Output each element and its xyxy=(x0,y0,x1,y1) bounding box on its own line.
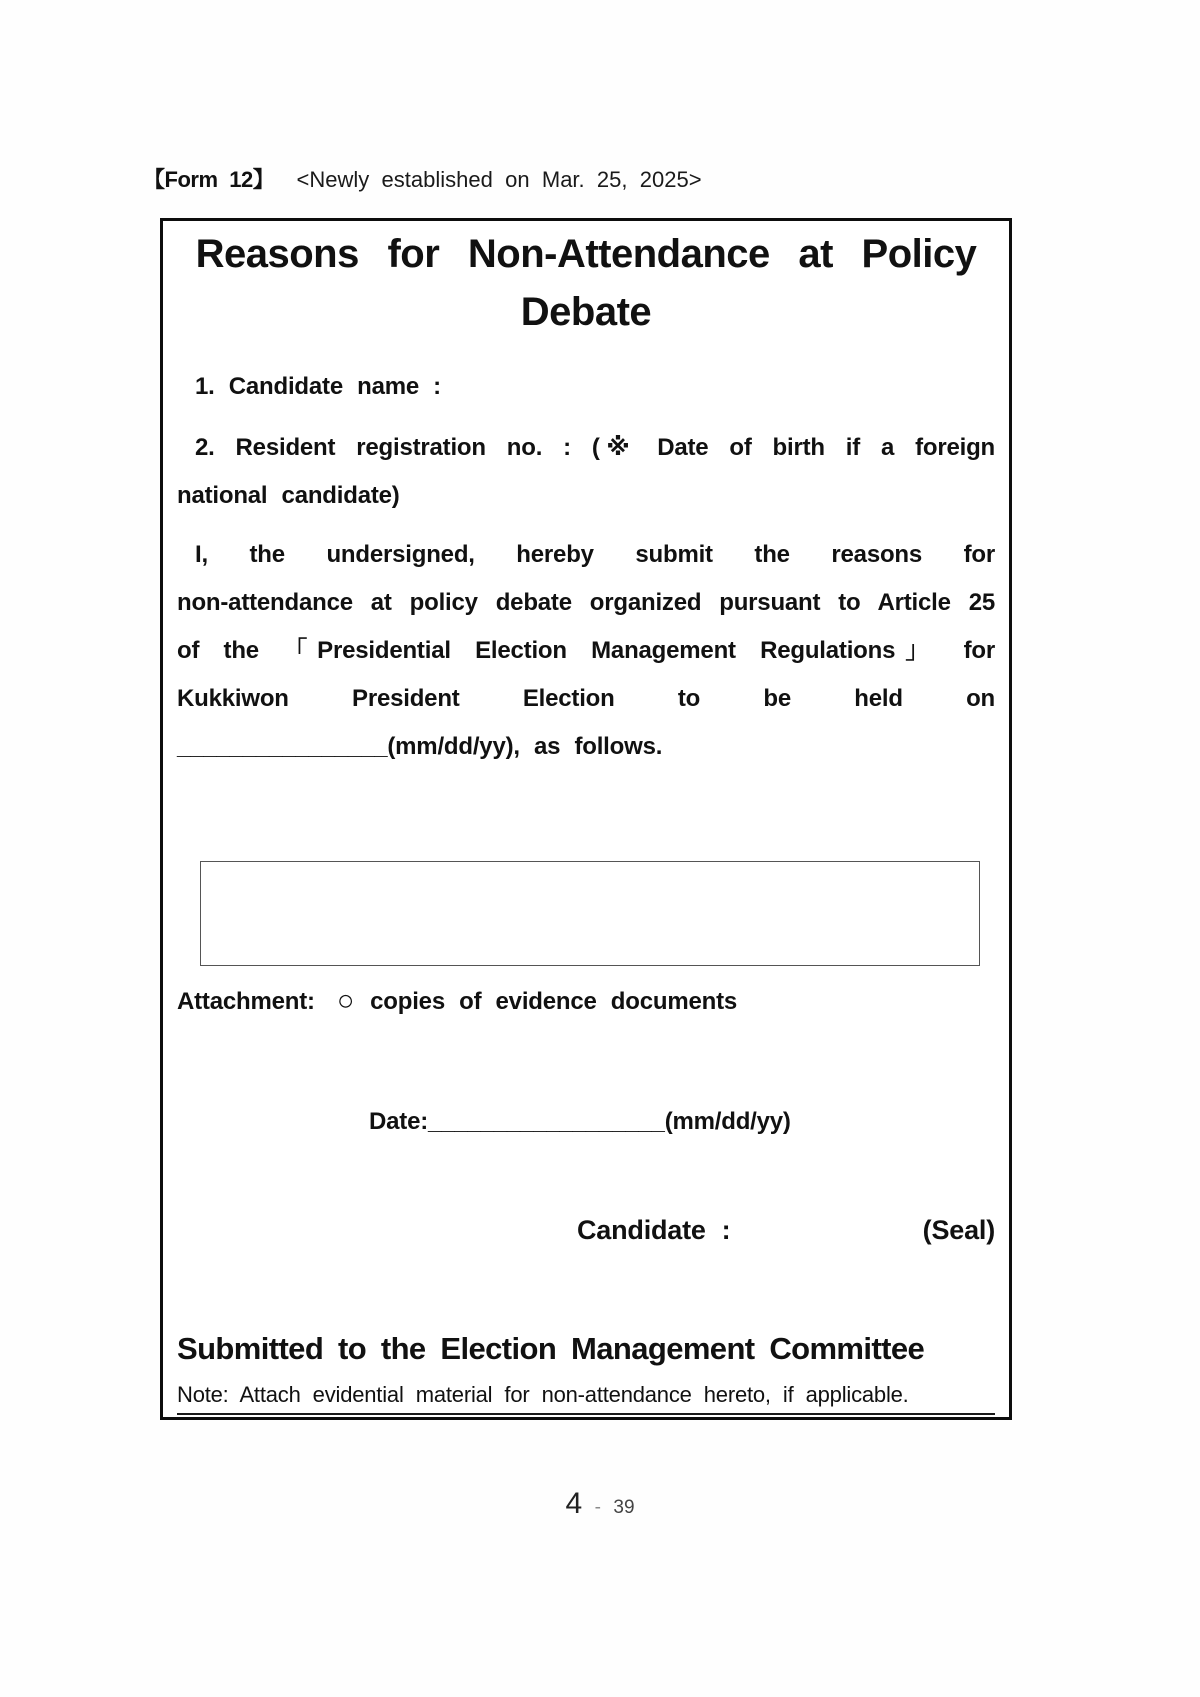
date-row xyxy=(177,1105,995,1139)
declaration-line-4: Kukkiwon President Election to be held on xyxy=(177,685,995,712)
attachment-row xyxy=(177,983,995,1019)
attachment-text: copies of evidence documents xyxy=(370,988,738,1015)
candidate-signature-label: Candidate : xyxy=(577,1215,731,1245)
submitted-to-line: Submitted to the Election Management Committee xyxy=(177,1331,925,1366)
attachment-label: Attachment: xyxy=(177,988,315,1015)
declaration-line-5 xyxy=(177,723,995,771)
form-border-box xyxy=(160,218,1012,1420)
form-title xyxy=(177,225,995,341)
date-label: Date: xyxy=(369,1108,429,1135)
date-blank[interactable]: __________________ xyxy=(428,1108,665,1135)
form-number-label: 【Form 12】 xyxy=(143,167,275,192)
page-number-right: 39 xyxy=(613,1497,635,1518)
debate-date-blank[interactable]: ________________ xyxy=(177,733,388,760)
field-resident-registration-line2: national candidate) xyxy=(177,482,400,509)
declaration-line-1: I, the undersigned, hereby submit the reasons for xyxy=(195,541,995,568)
field-resident-registration-line1: 2. Resident registration no. : (※ Date of birth if a foreign xyxy=(195,434,995,461)
note-line: Note: Attach evidential material for non-attendance hereto, if applicable. xyxy=(177,1380,995,1415)
reasons-input-box[interactable] xyxy=(200,861,980,966)
declaration-line-2: non-attendance at policy debate organized pursuant to Article 25 xyxy=(177,589,995,616)
declaration-line-3: of the 「Presidential Election Management Regulations」 for xyxy=(177,637,995,664)
seal-label: (Seal) xyxy=(922,1215,995,1245)
form-title-line2: Debate xyxy=(520,290,652,334)
form-title-line1: Reasons for Non-Attendance at Policy xyxy=(195,232,977,276)
page-footer xyxy=(0,1487,1200,1521)
field-candidate-name: 1. Candidate name : xyxy=(195,373,441,400)
page-number-dash: - xyxy=(594,1497,601,1518)
signature-row xyxy=(177,1211,995,1249)
debate-date-format-suffix: (mm/dd/yy), as follows. xyxy=(387,733,663,760)
doc-header xyxy=(143,163,702,194)
established-note: <Newly established on Mar. 25, 2025> xyxy=(296,167,702,192)
date-format-suffix: (mm/dd/yy) xyxy=(664,1108,791,1135)
declaration-paragraph xyxy=(177,531,995,771)
copies-count-circle-icon: ○ xyxy=(336,985,355,1017)
page-number: 4 xyxy=(565,1487,583,1520)
